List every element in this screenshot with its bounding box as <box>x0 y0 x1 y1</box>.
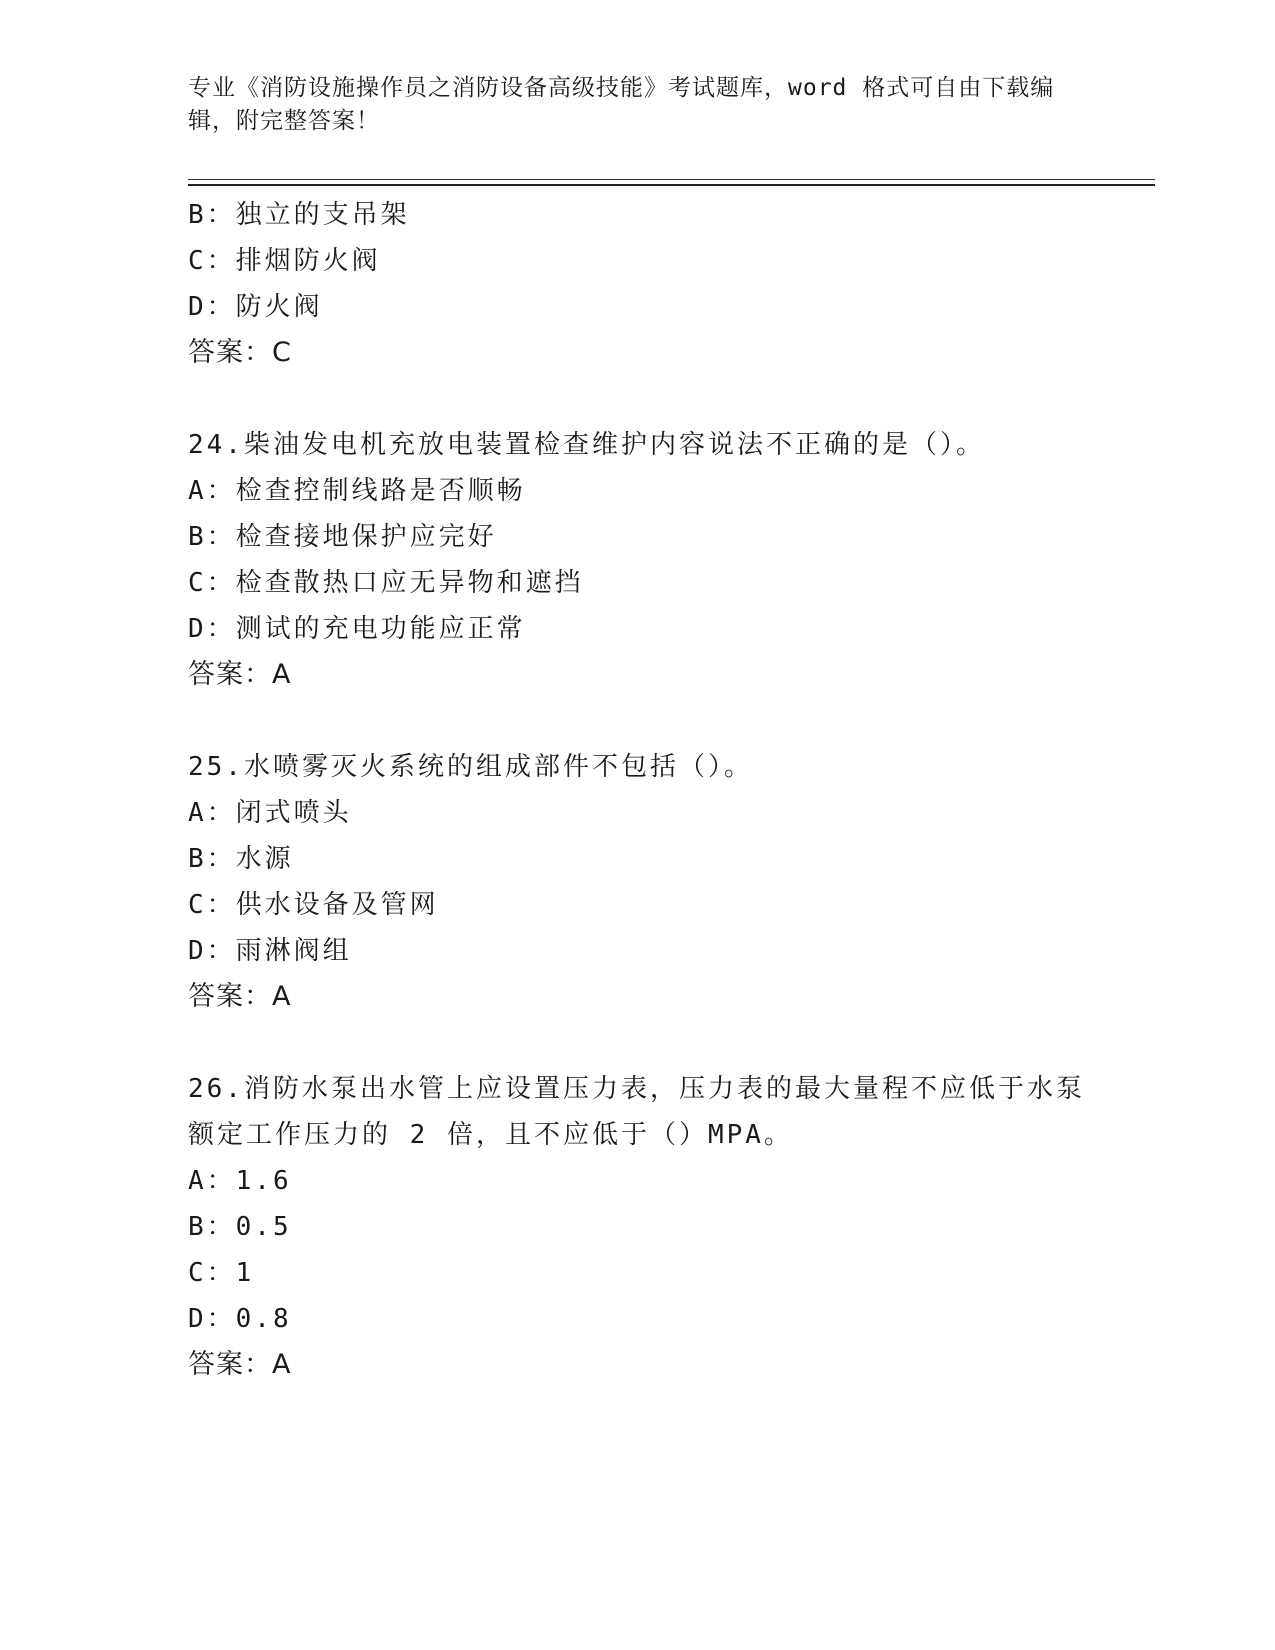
question-block-23 <box>188 192 1088 376</box>
question-title: 26.消防水泵出水管上应设置压力表，压力表的最大量程不应低于水泵额定工作压力的 2 倍，且不应低于（）MPA。 <box>188 1074 1085 1150</box>
question-list <box>188 192 1088 1388</box>
option-a: A：检查控制线路是否顺畅 <box>188 476 526 506</box>
option-d: D：防火阀 <box>188 292 323 322</box>
option-b: B：独立的支吊架 <box>188 200 410 230</box>
option-d: D：0.8 <box>188 1304 292 1334</box>
question-block-25 <box>188 744 1088 1020</box>
answer-line: 答案：A <box>188 659 292 690</box>
question-title: 24.柴油发电机充放电装置检查维护内容说法不正确的是（）。 <box>188 430 985 460</box>
document-header: 专业《消防设施操作员之消防设备高级技能》考试题库，word 格式可自由下载编辑，附完整答案！ <box>188 75 1055 134</box>
header-divider-thick <box>188 184 1155 186</box>
question-block-24 <box>188 422 1088 698</box>
answer-line: 答案：A <box>188 981 292 1012</box>
option-a: A：1.6 <box>188 1166 292 1196</box>
option-d: D：测试的充电功能应正常 <box>188 614 526 644</box>
option-c: C：1 <box>188 1258 255 1288</box>
option-c: C：检查散热口应无异物和遮挡 <box>188 568 584 598</box>
answer-line: 答案：C <box>188 337 292 368</box>
option-d: D：雨淋阀组 <box>188 936 352 966</box>
option-b: B：检查接地保护应完好 <box>188 522 497 552</box>
header-divider-thin <box>188 179 1155 180</box>
option-c: C：排烟防火阀 <box>188 246 381 276</box>
question-block-26 <box>188 1066 1088 1388</box>
option-a: A：闭式喷头 <box>188 798 352 828</box>
option-b: B：水源 <box>188 844 294 874</box>
option-c: C：供水设备及管网 <box>188 890 439 920</box>
question-title: 25.水喷雾灭火系统的组成部件不包括（）。 <box>188 752 753 782</box>
option-b: B：0.5 <box>188 1212 292 1242</box>
answer-line: 答案：A <box>188 1349 292 1380</box>
